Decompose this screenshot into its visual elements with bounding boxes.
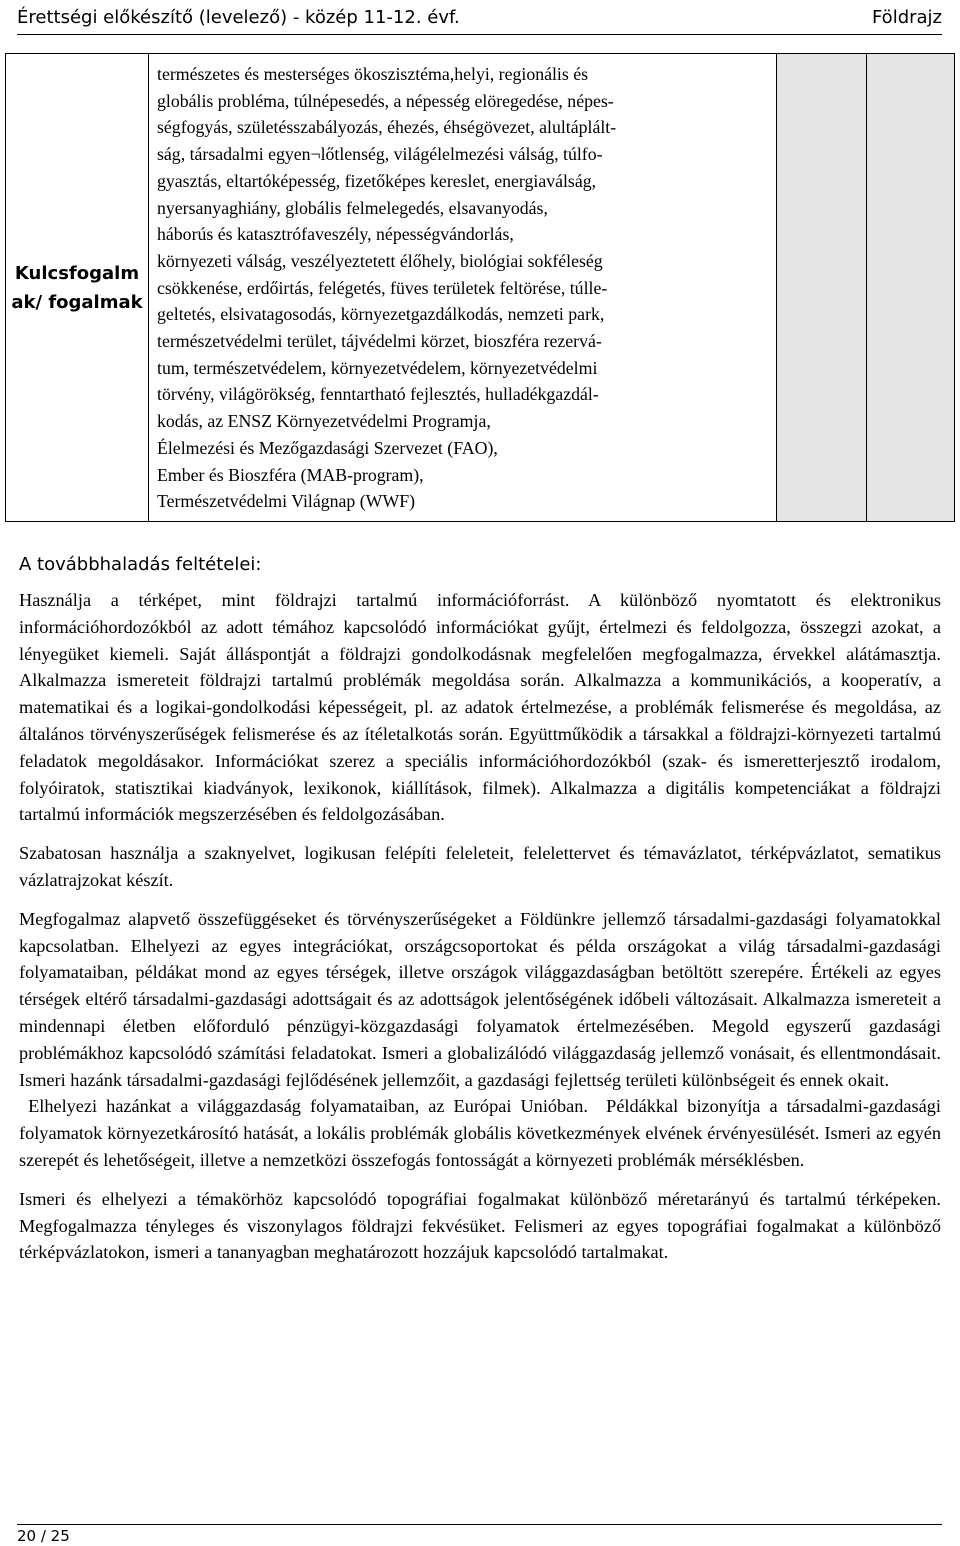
paragraph: Szabatosan használja a szaknyelvet, logikusan felépíti feleleteit, felelettervet és témavázlatot, térképvázlatot, sematikus vázlatrajzokat készít. [19, 843, 941, 890]
shaded-cell-1 [777, 54, 867, 522]
continuation-heading: A továbbhaladás feltételei: [19, 554, 262, 575]
concept-line: Természetvédelmi Világnap (WWF) [157, 491, 416, 512]
paragraph: Ismeri és elhelyezi a témakörhöz kapcsolódó topográfiai fogalmakat különböző méretarányú és tartalmú térképeken. Megfogalmazza tényleges és viszonylagos földrajzi fekvésüket. Felismeri az egyes topográfiai fogalmakat a különböző térképvázlatokon, ismeri a tananyagban meghatározott hozzájuk kapcsolódó tartalmakat. [19, 1188, 941, 1263]
concept-line: csökkenése, erdőirtás, felégetés, füves területek feltörése, túlle- [157, 277, 608, 298]
concept-line: ság, társadalmi egyen¬lőtlenség, világélelmezési válság, túlfo- [157, 144, 603, 165]
header-course-title: Érettségi előkészítő (levelező) - közép 11-12. évf. [17, 7, 460, 28]
page-number: 20 / 25 [17, 1527, 70, 1545]
concept-line: Élelmezési és Mezőgazdasági Szervezet (FAO), [157, 437, 498, 458]
paragraph: Használja a térképet, mint földrajzi tartalmú információforrást. A különböző nyomtatott és elektronikus információhordozókból az adott témához kapcsolódó információkat gyűjt, értelmezi és feldolgozza, összegzi azokat, a lényegüket kiemeli. Saját álláspontját a földrajzi gondolkodásnak megfelelően megfogalmazza, érvekkel alátámasztja. Alkalmazza ismereteit földrajzi tartalmú problémák megoldása során. Alkalmazza a kommunikációs, a kooperatív, a matematikai és a logikai-gondolkodási képességeit, pl. az adatok értelmezése, a problémák felismerése és megoldása, az általános törvényszerűségek felismerése és az ítéletalkotás során. Együttműködik a társakkal a földrajzi-környezeti tartalmú feladatok megoldásakor. Információkat szerez a speciális információhordozókból (szak- és ismeretterjesztő irodalom, folyóiratok, statisztikai kiadványok, lexikonok, kiállítások, filmek). Alkalmazza a digitális kompetenciákat a földrajzi tartalmú információk megszerzésében és feldolgozásában. [19, 590, 941, 825]
concept-line: háborús és katasztrófaveszély, népességvándorlás, [157, 224, 514, 245]
concept-line: nyersanyaghiány, globális felmelegedés, elsavanyodás, [157, 197, 548, 218]
concept-line: természetes és mesterséges ökoszisztéma,helyi, regionális és [157, 64, 589, 84]
concept-line: ségfogyás, születésszabályozás, éhezés, éhségövezet, alultáplált- [157, 117, 617, 138]
paragraph: Elhelyezi hazánkat a világgazdaság folyamataiban, az Európai Unióban. Példákkal bizonyítja a társadalmi-gazdasági folyamatok környezetkárosító hatását, a lokális problémák globális következmények elvének érvényesülését. Ismeri az egyén szerepét és lehetőségeit, illetve a nemzetközi összefogás fontosságát a környezeti problémák mérséklésben. [19, 1096, 946, 1170]
concept-line: környezeti válság, veszélyeztetett élőhely, biológiai sokféleség [157, 250, 603, 271]
key-concepts-label-line2: ak/ fogalmak [11, 291, 143, 313]
key-concepts-content [149, 54, 777, 522]
continuation-body [19, 587, 946, 1278]
page-header [17, 4, 942, 35]
concept-line: geltetés, elsivatagosodás, környezetgazdálkodás, nemzeti park, [157, 304, 605, 325]
concept-line: gyasztás, eltartóképesség, fizetőképes kereslet, energiaválság, [157, 170, 597, 191]
key-concepts-table [5, 53, 955, 522]
footer-divider [17, 1524, 942, 1525]
concept-line: tum, természetvédelem, környezetvédelem, környezetvédelmi [157, 357, 598, 378]
concept-line: globális probléma, túlnépesedés, a népesség elöregedése, népes- [157, 90, 614, 111]
key-concepts-label-line1: Kulcsfogalm [14, 262, 140, 284]
concept-line: természetvédelmi terület, tájvédelmi körzet, bioszféra rezervá- [157, 331, 602, 352]
concept-line: Ember és Bioszféra (MAB-program), [157, 464, 424, 485]
header-subject: Földrajz [871, 7, 942, 28]
shaded-cell-2 [867, 54, 955, 522]
paragraph: Megfogalmaz alapvető összefüggéseket és törvényszerűségeket a Földünkre jellemző társadalmi-gazdasági folyamatokkal kapcsolatban. Elhelyezi az egyes integrációkat, országcsoportokat és példa országokat a világ társadalmi-gazdasági folyamataiban, példákat mond az egyes térségek, illetve országok világgazdaságban betöltött szerepére. Értékeli az egyes térségek eltérő társadalmi-gazdasági adottságait és az adottságok jelentőségének időbeli változásait. Alkalmazza ismereteit a mindennapi életben előforduló pénzügyi-közgazdasági folyamatok értelmezésében. Megold egyszerű gazdasági problémákhoz kapcsolódó számítási feladatokat. Ismeri a globalizálódó világgazdaság jellemző vonásait, és ellentmondásait. Ismeri hazánk társadalmi-gazdasági fejlődésének jellemzőit, a gazdasági fejlettség területi különbségeit és ennek okait. [19, 908, 941, 1090]
concept-line: kodás, az ENSZ Környezetvédelmi Programja, [157, 411, 491, 432]
concept-line: törvény, világörökség, fenntartható fejlesztés, hulladékgazdál- [157, 384, 599, 405]
key-concepts-label [6, 54, 149, 522]
